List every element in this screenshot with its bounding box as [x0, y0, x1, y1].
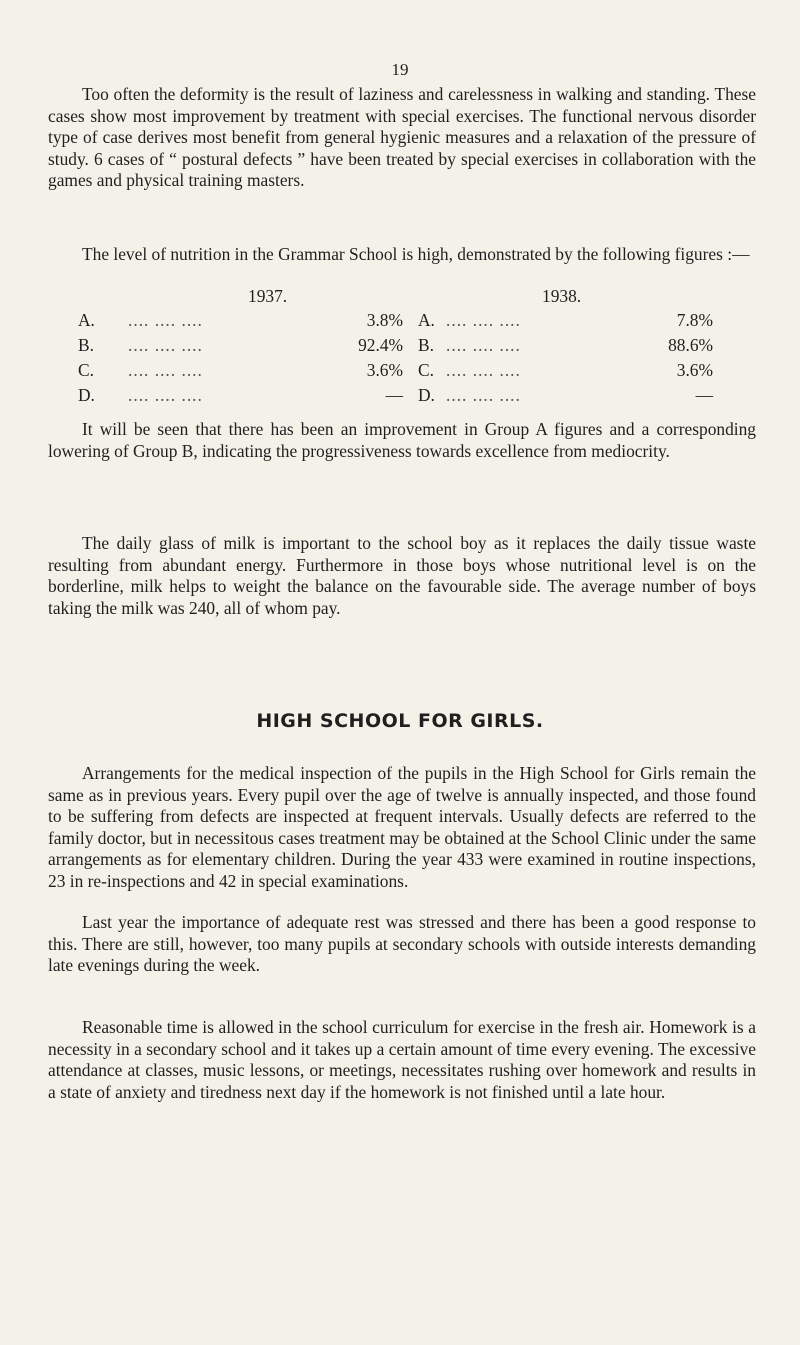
group-label: B.: [78, 335, 94, 355]
leader-dots: .... .... ....: [128, 310, 203, 330]
table-row: [48, 385, 768, 407]
page-number: 19: [391, 60, 409, 79]
group-label: D.: [78, 385, 95, 405]
value-1937: 3.8%: [366, 310, 403, 330]
group-label: B.: [418, 335, 434, 355]
value-1938: 3.6%: [676, 360, 713, 380]
leader-dots: .... .... ....: [446, 310, 521, 330]
value-1938: —: [695, 385, 713, 405]
leader-dots: .... .... ....: [128, 360, 203, 380]
year-header-1937: 1937.: [248, 286, 288, 306]
value-1937: 3.6%: [366, 360, 403, 380]
paragraph-nutrition-intro: The level of nutrition in the Grammar School is high, demonstrated by the following figures :—: [82, 244, 750, 264]
paragraph-improvement: It will be seen that there has been an improvement in Group A figures and a corresponding lowering of Group B, indicating the progressiveness towards excellence from mediocrity.: [48, 419, 756, 461]
table-row: [48, 335, 768, 357]
paragraph-medical-inspection: Arrangements for the medical inspection of the pupils in the High School for Girls remain the same as in previous years. Every pupil over the age of twelve is annually inspected, and those found to be suffering from defects are inspected at frequent intervals. Usually defects are referred to the family doctor, but in necessitous cases treatment may be obtained at the School Clinic under the same arrangements as for elementary children. During the year 433 were examined in routine inspections, 23 in re-inspections and 42 in special examinations.: [48, 763, 756, 891]
leader-dots: .... .... ....: [128, 335, 203, 355]
section-heading: HIGH SCHOOL FOR GIRLS.: [256, 710, 544, 732]
group-label: C.: [78, 360, 94, 380]
paragraph-postural-defects: Too often the deformity is the result of laziness and carelessness in walking and standing. These cases show most improvement by treatment with special exercises. The functional nervous disorder type of case derives most benefit from general hygienic measures and a relaxation of the pressure of study. 6 cases of “ postural defects ” have been treated by special exercises in collaboration with the games and physical training masters.: [48, 84, 756, 191]
value-1938: 88.6%: [668, 335, 713, 355]
group-label: A.: [78, 310, 95, 330]
paragraph-exercise-homework: Reasonable time is allowed in the school curriculum for exercise in the fresh air. Homework is a necessity in a secondary school and it takes up a certain amount of time every evening. The excessive attendance at classes, music lessons, or meetings, necessitates rushing over homework and results in a state of anxiety and tiredness next day if the homework is not finished until a late hour.: [48, 1017, 756, 1102]
leader-dots: .... .... ....: [446, 360, 521, 380]
paragraph-milk: The daily glass of milk is important to the school boy as it replaces the daily tissue waste resulting from abundant energy. Furthermore in those boys whose nutritional level is on the borderline, milk helps to weight the balance on the favourable side. The average number of boys taking the milk was 240, all of whom pay.: [48, 533, 756, 618]
value-1937: 92.4%: [358, 335, 403, 355]
value-1938: 7.8%: [676, 310, 713, 330]
year-header-1938: 1938.: [542, 286, 582, 306]
table-row: [48, 310, 768, 332]
group-label: A.: [418, 310, 435, 330]
nutrition-table: [48, 286, 768, 406]
leader-dots: .... .... ....: [446, 385, 521, 405]
group-label: C.: [418, 360, 434, 380]
leader-dots: .... .... ....: [128, 385, 203, 405]
leader-dots: .... .... ....: [446, 335, 521, 355]
paragraph-rest: Last year the importance of adequate rest was stressed and there has been a good response to this. There are still, however, too many pupils at secondary schools with outside interests demanding late evenings during the week.: [48, 912, 756, 976]
group-label: D.: [418, 385, 435, 405]
value-1937: —: [385, 385, 403, 405]
table-row: [48, 360, 768, 382]
